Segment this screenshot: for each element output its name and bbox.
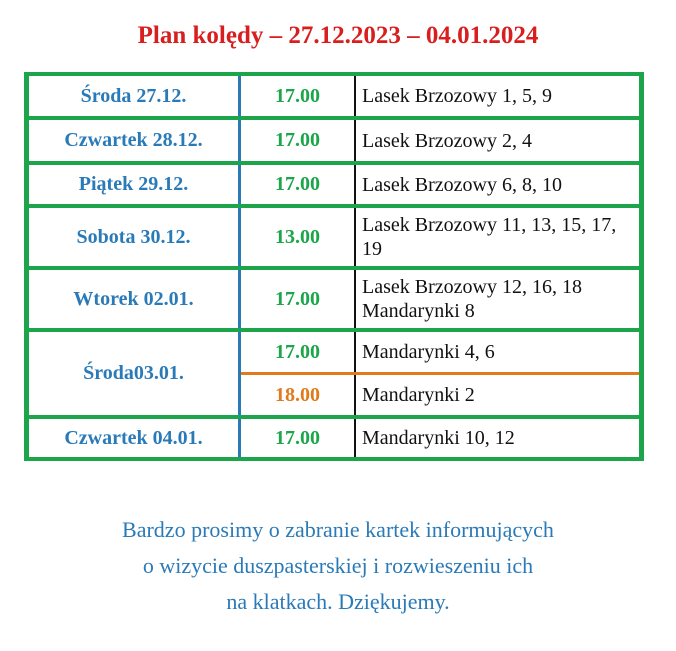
time-cell: 17.00 (241, 332, 356, 372)
time-cell: 17.00 (241, 76, 356, 116)
note-line: Bardzo prosimy o zabranie kartek informujących (122, 517, 554, 542)
table-row (29, 332, 639, 415)
note-line: o wizycie duszpasterskiej i rozwieszeniu ich (142, 553, 534, 578)
table-row (29, 120, 639, 161)
time-cell: 17.00 (241, 270, 356, 328)
address-cell: Lasek Brzozowy 12, 16, 18 Mandarynki 8 (362, 276, 582, 322)
schedule-table (24, 72, 644, 461)
address-cell: Lasek Brzozowy 11, 13, 15, 17, 19 (362, 214, 617, 260)
time-cell: 17.00 (241, 419, 356, 457)
time-cell: 18.00 (241, 375, 356, 415)
time-cell: 13.00 (241, 208, 356, 266)
page-title: Plan kolędy – 27.12.2023 – 04.01.2024 (137, 22, 539, 49)
note-line: na klatkach. Dziękujemy. (226, 589, 450, 614)
day-cell: Piątek 29.12. (29, 165, 241, 204)
table-row (29, 419, 639, 457)
time-cell: 17.00 (241, 165, 356, 204)
day-cell: Środa 27.12. (29, 76, 241, 116)
address-cell: Mandarynki 4, 6 (362, 341, 495, 363)
address-cell: Lasek Brzozowy 2, 4 (362, 129, 532, 152)
address-cell: Mandarynki 10, 12 (362, 427, 515, 449)
address-cell: Lasek Brzozowy 6, 8, 10 (362, 173, 562, 196)
address-cell: Lasek Brzozowy 1, 5, 9 (362, 85, 552, 107)
table-row (29, 208, 639, 266)
table-row (29, 76, 639, 116)
day-cell: Sobota 30.12. (29, 208, 241, 266)
day-cell: Wtorek 02.01. (29, 270, 241, 328)
table-row (29, 270, 639, 328)
day-cell: Środa03.01. (29, 332, 241, 415)
day-cell: Czwartek 28.12. (29, 120, 241, 161)
time-cell: 17.00 (241, 120, 356, 161)
address-cell: Mandarynki 2 (362, 384, 475, 406)
day-cell: Czwartek 04.01. (29, 419, 241, 457)
info-note (0, 512, 676, 620)
table-row (29, 165, 639, 204)
